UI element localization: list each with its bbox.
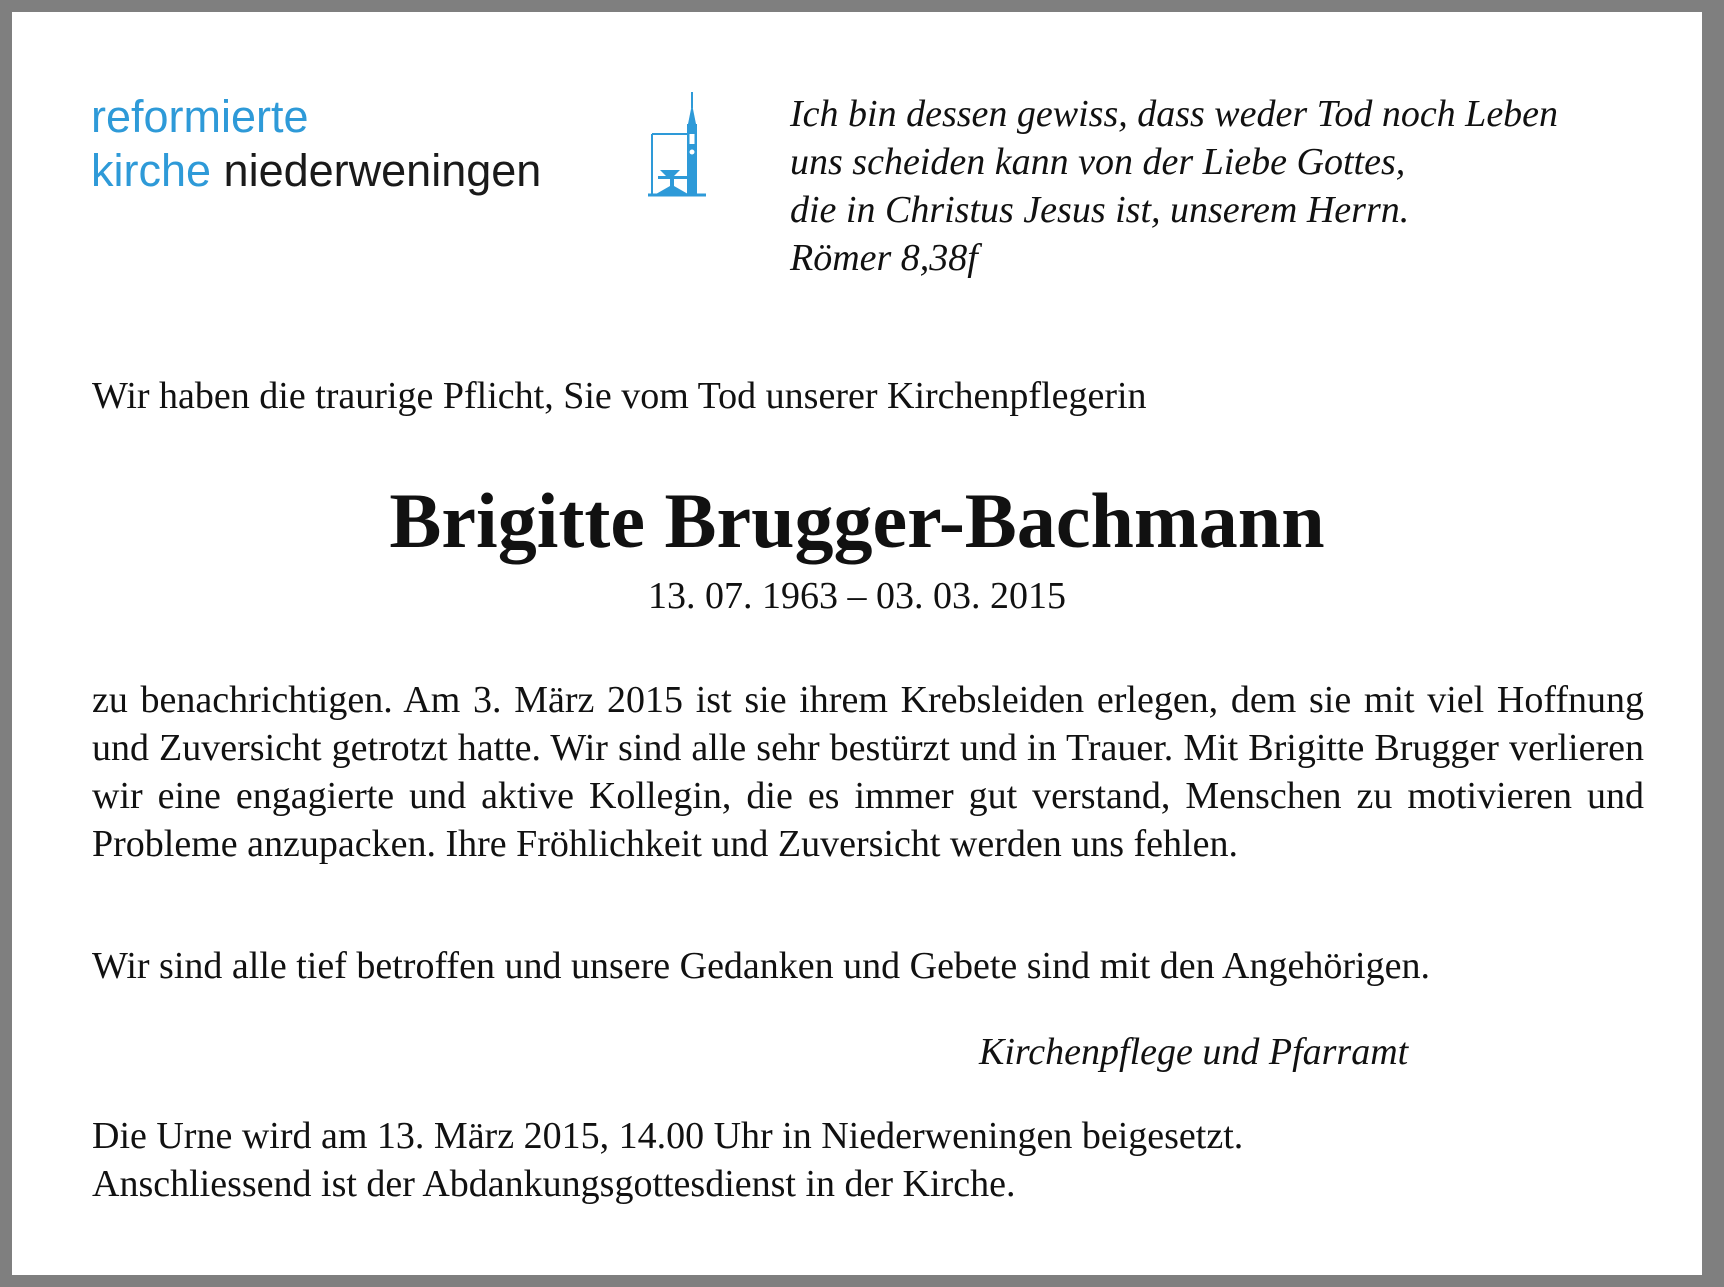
obituary-page	[12, 12, 1702, 1275]
logo-text-kirche: kirche	[91, 145, 212, 196]
church-tower-icon	[644, 90, 708, 210]
verse-line: uns scheiden kann von der Liebe Gottes,	[790, 141, 1406, 183]
verse-line: Ich bin dessen gewiss, dass weder Tod noch Leben	[790, 93, 1559, 135]
life-dates: 13. 07. 1963 – 03. 03. 2015	[648, 575, 1066, 617]
burial-line: Anschliessend ist der Abdankungsgottesdienst in der Kirche.	[92, 1163, 1016, 1205]
notice-body: zu benachrichtigen. Am 3. März 2015 ist sie ihrem Krebsleiden erlegen, dem sie mit viel Hoffnung und Zuversicht getrotzt hatte. Wir sind alle sehr bestürzt und in Trauer. Mit Brigitte Brugger verlieren wir eine engagierte und aktive Kollegin, die es immer gut verstand, Menschen zu motivieren und Probleme anzupacken. Ihre Fröhlichkeit und Zuversicht werden uns fehlen.	[92, 679, 1644, 865]
signature: Kirchenpflege und Pfarramt	[979, 1031, 1409, 1073]
burial-line: Die Urne wird am 13. März 2015, 14.00 Uhr in Niederweningen beigesetzt.	[92, 1115, 1244, 1157]
bible-verse	[790, 90, 1558, 282]
verse-reference: Römer 8,38f	[790, 237, 978, 279]
church-logo	[91, 90, 541, 198]
logo-text-niederweningen: niederweningen	[211, 145, 542, 196]
condolence-text: Wir sind alle tief betroffen und unsere Gedanken und Gebete sind mit den Angehörigen.	[92, 945, 1430, 987]
logo-text-reformierte: reformierte	[91, 91, 309, 142]
intro-text: Wir haben die traurige Pflicht, Sie vom Tod unserer Kirchenpflegerin	[92, 375, 1147, 417]
burial-info	[92, 1112, 1243, 1208]
deceased-name: Brigitte Brugger-Bachmann	[389, 477, 1325, 564]
verse-line: die in Christus Jesus ist, unserem Herrn.	[790, 189, 1410, 231]
